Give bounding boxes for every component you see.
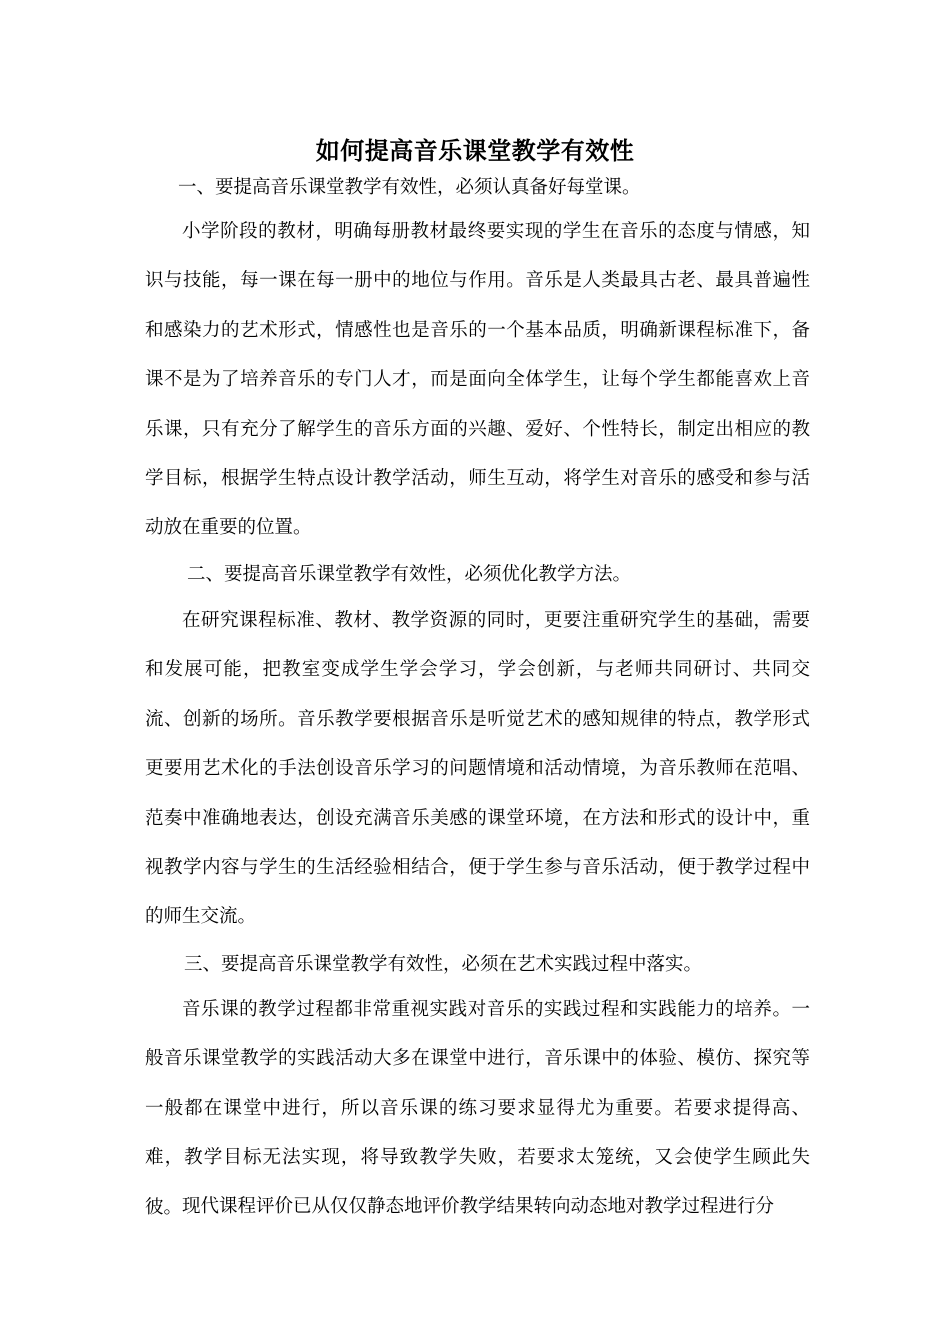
section-1-paragraph: 小学阶段的教材，明确每册教材最终要实现的学生在音乐的态度与情感，知识与技能，每一课在每一册中的地位与作用。音乐是人类最具古老、最具普遍性和感染力的艺术形式，情感性也是音乐的一个基本品质，明确新课程标准下，备课不是为了培养音乐的专门人才，而是面向全体学生，让每个学生都能喜欢上音乐课，只有充分了解学生的音乐方面的兴趣、爱好、个性特长，制定出相应的教学目标，根据学生特点设计教学活动，师生互动，将学生对音乐的感受和参与活动放在重要的位置。 xyxy=(145,221,810,539)
section-3-paragraph-1: 音乐课的教学过程都非常重视实践对音乐的实践过程和实践能力的培养。一般音乐课堂教学的实践活动大多在课堂中进行，音乐课中的体验、模仿、探究等一般都在课堂中进行，所以音乐课的练习要求显得尤为重要。若要求提得高、难，教学目标无法实现，将导致教学失败，若要求太笼统，又会使学生顾此失彼。 xyxy=(145,999,810,1218)
section-heading-2: 二、要提高音乐课堂教学有效性，必须优化教学方法。 xyxy=(187,564,632,585)
section-3-paragraph-2: 现代课程评价已从仅仅静态地评价教学结果转向动态地对教学过程进行分 xyxy=(182,1196,775,1217)
section-heading-1: 一、要提高音乐课堂教学有效性，必须认真备好每堂课。 xyxy=(178,177,641,198)
document-title: 如何提高音乐课堂教学有效性 xyxy=(315,136,635,165)
section-heading-3: 三、要提高音乐课堂教学有效性，必须在艺术实践过程中落实。 xyxy=(184,954,703,975)
section-2-paragraph: 在研究课程标准、教材、教学资源的同时，更要注重研究学生的基础，需要和发展可能，把教室变成学生学会学习，学会创新，与老师共同研讨、共同交流、创新的场所。音乐教学要根据音乐是听觉艺术的感知规律的特点，教学形式更要用艺术化的手法创设音乐学习的问题情境和活动情境，为音乐教师在范唱、范奏中准确地表达，创设充满音乐美感的课堂环境，在方法和形式的设计中，重视教学内容与学生的生活经验相结合，便于学生参与音乐活动，便于教学过程中的师生交流。 xyxy=(145,610,810,928)
